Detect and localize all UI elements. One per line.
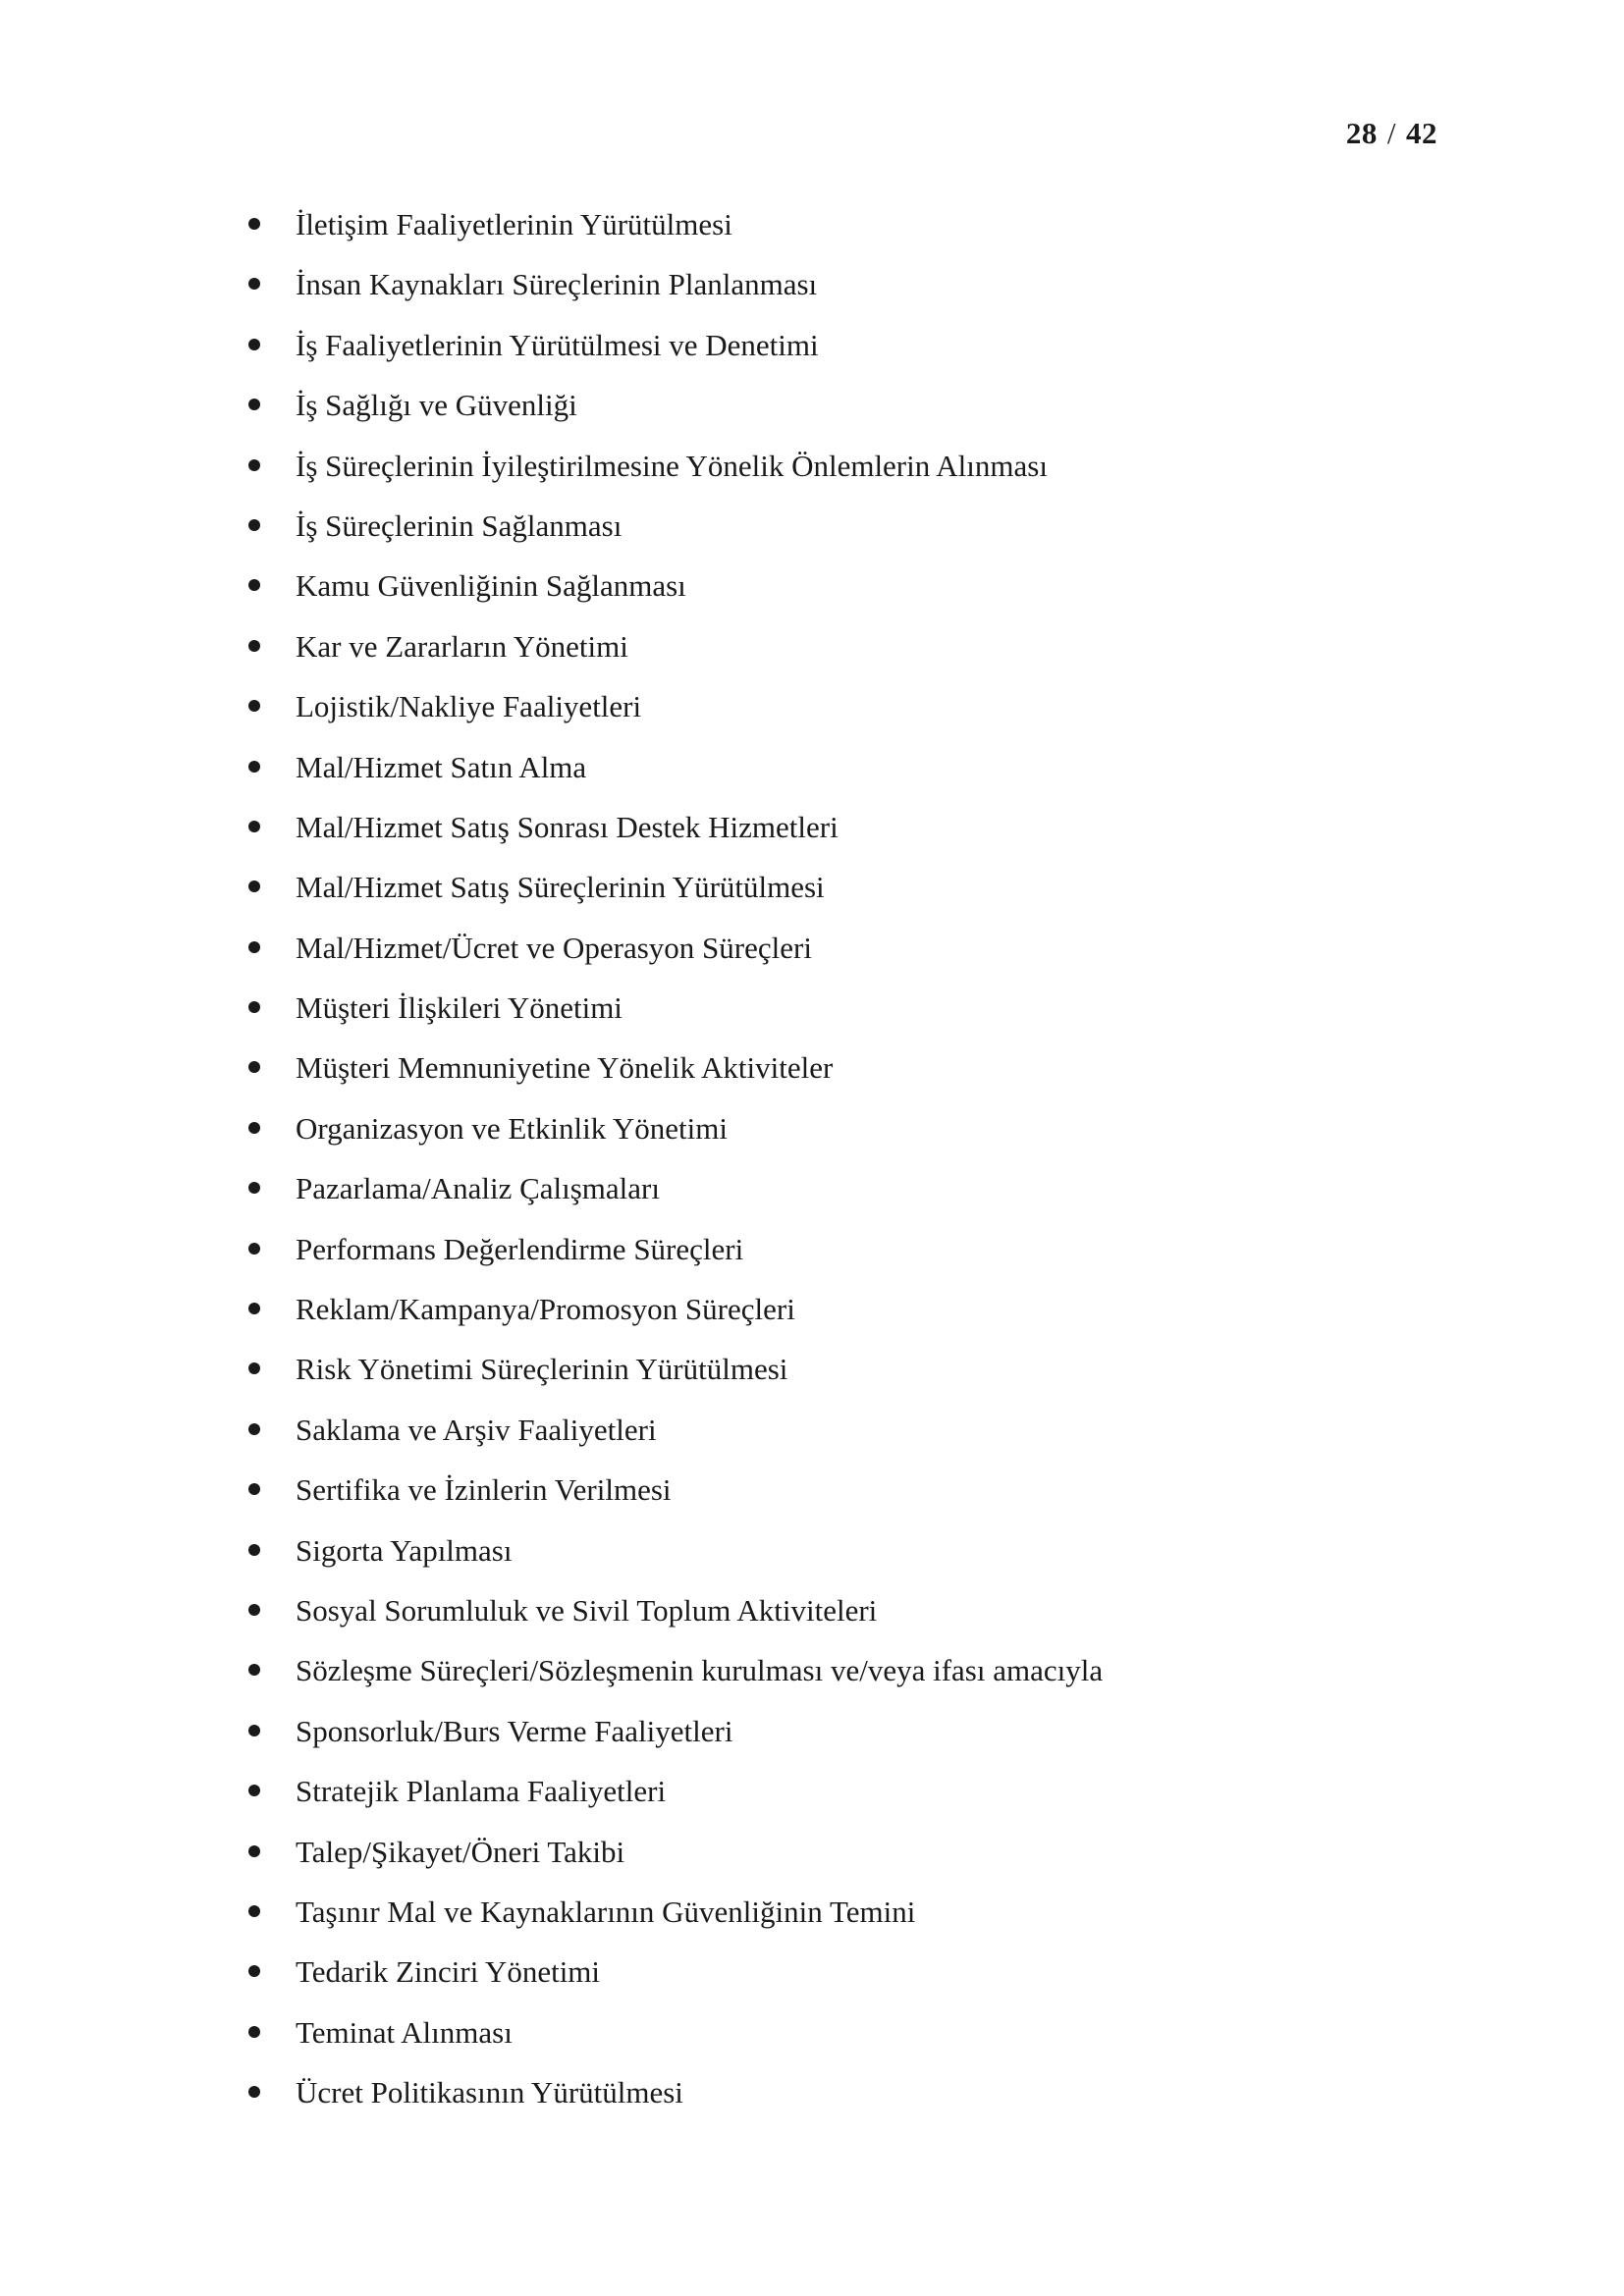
list-item (0, 1219, 1624, 1279)
list-item (0, 2002, 1624, 2062)
list-item (0, 1279, 1624, 1339)
list-item-label: Performans Değerlendirme Süreçleri (296, 1231, 744, 1266)
bullet-icon (248, 1604, 260, 1616)
list-item-label: İş Sağlığı ve Güvenliği (296, 388, 577, 423)
list-item (0, 194, 1624, 254)
bullet-icon (248, 941, 260, 953)
list-item-label: İnsan Kaynakları Süreçlerinin Planlanması (296, 267, 818, 302)
list-item-label: Sosyal Sorumluluk ve Sivil Toplum Aktiviteleri (296, 1592, 878, 1628)
bullet-icon (248, 1243, 260, 1255)
bullet-icon (248, 1965, 260, 1977)
list-item (0, 556, 1624, 615)
bullet-icon (248, 2026, 260, 2038)
list-item (0, 1640, 1624, 1700)
bullet-icon (248, 821, 260, 832)
bullet-icon (248, 640, 260, 652)
list-item (0, 1942, 1624, 2002)
page-number-total: 42 (1406, 116, 1437, 150)
bullet-icon (248, 1061, 260, 1073)
list-item-label: İş Süreçlerinin Sağlanması (296, 507, 623, 543)
page-number-current: 28 (1345, 116, 1378, 150)
list-item (0, 1882, 1624, 1942)
bullet-icon (248, 1001, 260, 1013)
list-item (0, 375, 1624, 435)
bullet-icon (248, 2086, 260, 2098)
bullet-icon (248, 1483, 260, 1495)
bullet-icon (248, 761, 260, 773)
list-item (0, 436, 1624, 496)
list-item (0, 254, 1624, 314)
bullet-icon (248, 399, 260, 410)
bullet-icon (248, 1423, 260, 1435)
list-item-label: Sponsorluk/Burs Verme Faaliyetleri (296, 1713, 733, 1748)
list-item (0, 496, 1624, 556)
bullet-icon (248, 1182, 260, 1194)
list-item (0, 1400, 1624, 1460)
bullet-icon (248, 1725, 260, 1736)
bullet-icon (248, 1664, 260, 1676)
list-item-label: Müşteri İlişkileri Yönetimi (296, 990, 623, 1026)
list-item-label: Sözleşme Süreçleri/Sözleşmenin kurulması ve/veya ifası amacıyla (296, 1653, 1104, 1688)
list-item-label: Sertifika ve İzinlerin Verilmesi (296, 1472, 672, 1508)
list-item (0, 918, 1624, 978)
list-item (0, 797, 1624, 857)
list-item-label: Ücret Politikasının Yürütülmesi (296, 2075, 683, 2110)
list-item-label: Mal/Hizmet/Ücret ve Operasyon Süreçleri (296, 930, 812, 965)
page-number-separator: / (1386, 116, 1396, 150)
list-item-label: Taşınır Mal ve Kaynaklarının Güvenliğinin Temini (296, 1894, 916, 1929)
list-item (0, 737, 1624, 797)
list-item (0, 1460, 1624, 1520)
bullet-icon (248, 579, 260, 591)
bullet-icon (248, 1303, 260, 1314)
bullet-icon (248, 459, 260, 471)
list-item-label: Stratejik Planlama Faaliyetleri (296, 1774, 667, 1809)
list-item-label: Reklam/Kampanya/Promosyon Süreçleri (296, 1292, 795, 1327)
list-item-label: Talep/Şikayet/Öneri Takibi (296, 1834, 625, 1869)
bullet-icon (248, 1122, 260, 1134)
bullet-icon (248, 700, 260, 712)
page-number (1346, 116, 1437, 151)
list-item-label: Risk Yönetimi Süreçlerinin Yürütülmesi (296, 1352, 788, 1387)
list-item-label: Mal/Hizmet Satın Alma (296, 749, 587, 784)
bullet-icon (248, 1544, 260, 1556)
list-item-label: Mal/Hizmet Satış Sonrası Destek Hizmetleri (296, 809, 839, 844)
list-item (0, 2062, 1624, 2122)
bullet-icon (248, 1845, 260, 1857)
list-item-label: Saklama ve Arşiv Faaliyetleri (296, 1412, 657, 1447)
list-item-label: Pazarlama/Analiz Çalışmaları (296, 1171, 660, 1206)
list-item-label: Tedarik Zinciri Yönetimi (296, 1954, 601, 1990)
list-item-label: Teminat Alınması (296, 2014, 513, 2050)
list-item (0, 676, 1624, 736)
list-item (0, 1158, 1624, 1218)
bullet-icon (248, 1785, 260, 1796)
list-item (0, 857, 1624, 917)
purpose-list (0, 194, 1624, 2123)
list-item-label: İş Süreçlerinin İyileştirilmesine Yönelik Önlemlerin Alınması (296, 448, 1048, 483)
bullet-icon (248, 339, 260, 350)
list-item (0, 1521, 1624, 1580)
list-item (0, 616, 1624, 676)
bullet-icon (248, 1362, 260, 1374)
list-item (0, 1580, 1624, 1640)
list-item-label: İletişim Faaliyetlerinin Yürütülmesi (296, 207, 732, 241)
list-item (0, 978, 1624, 1038)
list-item-label: Kar ve Zararların Yönetimi (296, 628, 628, 664)
list-item-label: Kamu Güvenliğinin Sağlanması (296, 568, 686, 604)
bullet-icon (248, 881, 260, 892)
list-item (0, 1822, 1624, 1882)
list-item (0, 1038, 1624, 1097)
bullet-icon (248, 1905, 260, 1917)
list-item-label: Lojistik/Nakliye Faaliyetleri (296, 689, 642, 724)
list-item (0, 1761, 1624, 1821)
bullet-icon (248, 218, 260, 230)
list-item-label: Organizasyon ve Etkinlik Yönetimi (296, 1110, 728, 1146)
list-item (0, 315, 1624, 375)
list-item (0, 1098, 1624, 1158)
list-item-label: Sigorta Yapılması (296, 1532, 513, 1568)
bullet-icon (248, 519, 260, 531)
list-item (0, 1339, 1624, 1399)
list-item-label: Müşteri Memnuniyetine Yönelik Aktiviteler (296, 1050, 834, 1086)
bullet-icon (248, 278, 260, 290)
list-item-label: İş Faaliyetlerinin Yürütülmesi ve Denetimi (296, 327, 819, 362)
list-item-label: Mal/Hizmet Satış Süreçlerinin Yürütülmesi (296, 870, 825, 905)
list-item (0, 1701, 1624, 1761)
